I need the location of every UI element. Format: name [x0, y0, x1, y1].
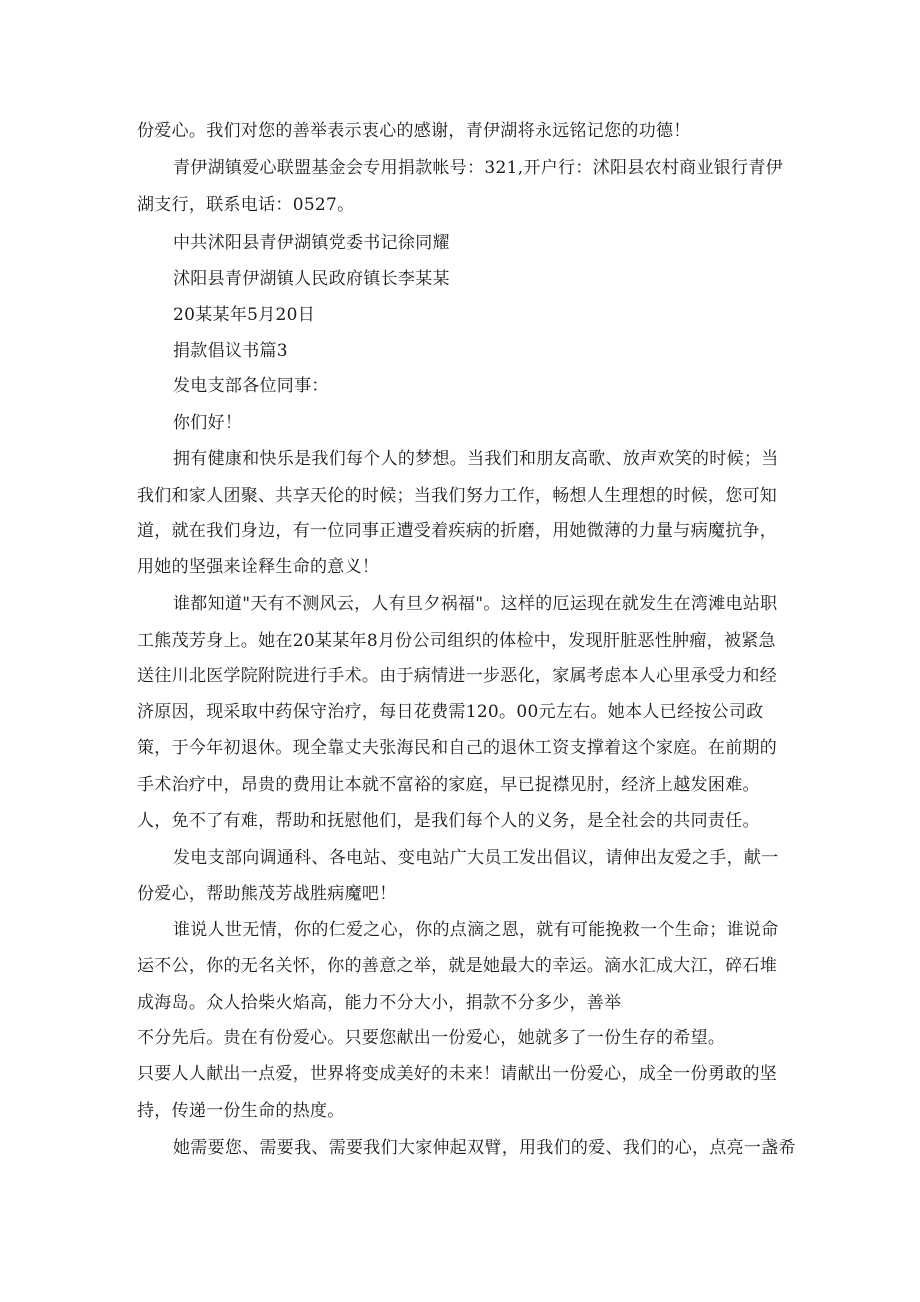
text-line-23: 谁说人世无情，你的仁爱之心，你的点滴之恩，就有可能挽救一个生命；谁说命 [173, 920, 779, 940]
text-line-3: 湖支行，联系电话：0527。 [137, 195, 355, 215]
text-line-24: 运不公，你的无名关怀，你的善意之举，就是她最大的幸运。滴水汇成大江，碎石堆 [137, 956, 778, 976]
text-line-27: 只要人人献出一点爱，世界将变成美好的未来！请献出一份爱心，成全一份勇敢的坚 [137, 1064, 778, 1084]
text-line-2: 青伊湖镇爱心联盟基金会专用捐款帐号：321,开户行：沭阳县农村商业银行青伊 [173, 158, 783, 178]
text-line-7: 捐款倡议书篇3 [173, 341, 288, 361]
text-line-26: 不分先后。贵在有份爱心。只要您献出一份爱心，她就多了一份生存的希望。 [137, 1028, 726, 1048]
text-line-28: 持，传递一份生命的热度。 [137, 1101, 345, 1121]
text-line-12: 道，就在我们身边，有一位同事正遭受着疾病的折磨，用她微薄的力量与病魔抗争， [137, 521, 778, 541]
text-line-17: 济原因，现采取中药保守治疗，每日花费需120。00元左右。她本人已经按公司政 [137, 702, 764, 722]
text-line-19: 手术治疗中，昂贵的费用让本就不富裕的家庭，早已捉襟见肘，经济上越发困难。 [137, 775, 760, 795]
text-line-20: 人，免不了有难，帮助和抚慰他们，是我们每个人的义务，是全社会的共同责任。 [137, 811, 760, 831]
text-line-29: 她需要您、需要我、需要我们大家伸起双臂，用我们的爱、我们的心，点亮一盏希 [173, 1138, 796, 1158]
text-line-18: 策，于今年初退休。现全靠丈夫张海民和自己的退休工资支撑着这个家庭。在前期的 [137, 738, 778, 758]
text-line-11: 我们和家人团聚、共享天伦的时候；当我们努力工作，畅想人生理想的时候，您可知 [137, 486, 778, 506]
text-line-16: 送往川北医学院附院进行手术。由于病情进一步恶化，家属考虑本人心里承受力和经 [137, 666, 778, 686]
text-line-5: 沭阳县青伊湖镇人民政府镇长李某某 [173, 269, 450, 289]
text-line-1: 份爱心。我们对您的善举表示衷心的感谢，青伊湖将永远铭记您的功德！ [137, 121, 691, 141]
text-line-4: 中共沭阳县青伊湖镇党委书记徐同耀 [173, 233, 450, 253]
text-line-6: 20某某年5月20日 [173, 305, 316, 325]
text-line-10: 拥有健康和快乐是我们每个人的梦想。当我们和朋友高歌、放声欢笑的时候；当 [173, 449, 779, 469]
text-line-25: 成海岛。众人拾柴火焰高，能力不分大小，捐款不分多少，善举 [137, 993, 622, 1013]
text-line-22: 份爱心，帮助熊茂芳战胜病魔吧！ [137, 884, 397, 904]
text-line-14: 谁都知道"天有不测风云，人有旦夕祸福"。这样的厄运现在就发生在湾滩电站职 [173, 594, 778, 614]
text-line-21: 发电支部向调通科、各电站、变电站广大员工发出倡议，请伸出友爱之手，献一 [173, 848, 779, 868]
text-line-8: 发电支部各位同事： [173, 376, 329, 396]
text-line-13: 用她的坚强来诠释生命的意义！ [137, 557, 380, 577]
text-line-15: 工熊茂芳身上。她在20某某年8月份公司组织的体检中，发现肝脏恶性肿瘤，被紧急 [137, 631, 776, 651]
text-line-9: 你们好！ [173, 413, 243, 433]
